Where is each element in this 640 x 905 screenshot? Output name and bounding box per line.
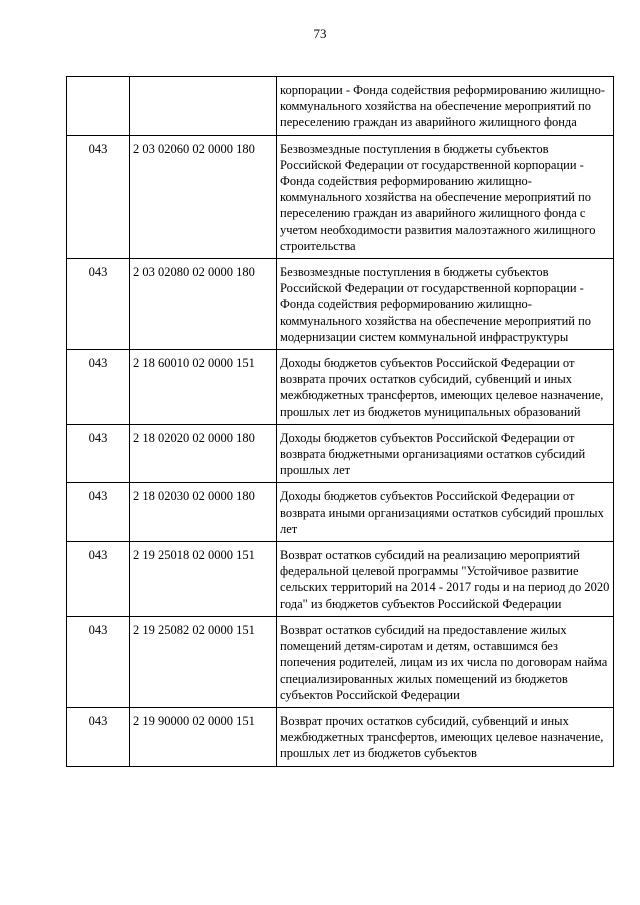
revenue-name-cell: корпорации - Фонда содействия реформированию жилищно-коммунального хозяйства на обеспечение мероприятий по переселению граждан из аварийного жилищного фонда <box>277 77 614 136</box>
revenue-name-cell: Доходы бюджетов субъектов Российской Федерации от возврата иными организациями остатков субсидий прошлых лет <box>277 483 614 542</box>
revenue-name-cell: Доходы бюджетов субъектов Российской Федерации от возврата прочих остатков субсидий, субвенций и иных межбюджетных трансфертов, имеющих целевое назначение, прошлых лет из бюджетов муниципальных образований <box>277 350 614 425</box>
admin-code-cell <box>67 77 130 136</box>
revenue-name-cell: Безвозмездные поступления в бюджеты субъектов Российской Федерации от государственной корпорации - Фонда содействия реформированию жилищно-коммунального хозяйства на обеспечение мероприятий по переселению граждан из аварийного жилищного фонда с учетом необходимости развития малоэтажного жилищного строительства <box>277 135 614 258</box>
table-row <box>67 424 614 483</box>
table-row <box>67 483 614 542</box>
table-row <box>67 542 614 617</box>
budget-revenue-table <box>66 76 614 767</box>
admin-code-cell: 043 <box>67 135 130 258</box>
page-number: 73 <box>313 26 327 41</box>
budget-classification-code-cell: 2 03 02060 02 0000 180 <box>130 135 277 258</box>
table-row <box>67 707 614 766</box>
revenue-name-cell: Возврат остатков субсидий на реализацию мероприятий федеральной целевой программы "Устойчивое развитие сельских территорий на 2014 - 2017 годы и на период до 2020 года" из бюджетов субъектов Российской Федерации <box>277 542 614 617</box>
budget-classification-code-cell: 2 19 90000 02 0000 151 <box>130 707 277 766</box>
table-row <box>67 259 614 350</box>
budget-classification-code-cell: 2 03 02080 02 0000 180 <box>130 259 277 350</box>
revenue-name-cell: Возврат остатков субсидий на предоставление жилых помещений детям-сиротам и детям, оставшимся без попечения родителей, лицам из их числа по договорам найма специализированных жилых помещений из бюджетов субъектов Российской Федерации <box>277 616 614 707</box>
revenue-name-cell: Возврат прочих остатков субсидий, субвенций и иных межбюджетных трансфертов, имеющих целевое назначение, прошлых лет из бюджетов субъектов <box>277 707 614 766</box>
admin-code-cell: 043 <box>67 483 130 542</box>
revenue-name-cell: Доходы бюджетов субъектов Российской Федерации от возврата бюджетными организациями остатков субсидий прошлых лет <box>277 424 614 483</box>
table-row <box>67 77 614 136</box>
admin-code-cell: 043 <box>67 542 130 617</box>
budget-classification-code-cell: 2 19 25082 02 0000 151 <box>130 616 277 707</box>
budget-classification-code-cell <box>130 77 277 136</box>
budget-classification-code-cell: 2 18 02020 02 0000 180 <box>130 424 277 483</box>
admin-code-cell: 043 <box>67 259 130 350</box>
table-row <box>67 350 614 425</box>
admin-code-cell: 043 <box>67 424 130 483</box>
admin-code-cell: 043 <box>67 616 130 707</box>
table-row <box>67 135 614 258</box>
admin-code-cell: 043 <box>67 350 130 425</box>
admin-code-cell: 043 <box>67 707 130 766</box>
budget-classification-code-cell: 2 18 60010 02 0000 151 <box>130 350 277 425</box>
budget-classification-code-cell: 2 18 02030 02 0000 180 <box>130 483 277 542</box>
budget-classification-code-cell: 2 19 25018 02 0000 151 <box>130 542 277 617</box>
table-row <box>67 616 614 707</box>
revenue-name-cell: Безвозмездные поступления в бюджеты субъектов Российской Федерации от государственной корпорации - Фонда содействия реформированию жилищно-коммунального хозяйства на обеспечение мероприятий по модернизации систем коммунальной инфраструктуры <box>277 259 614 350</box>
